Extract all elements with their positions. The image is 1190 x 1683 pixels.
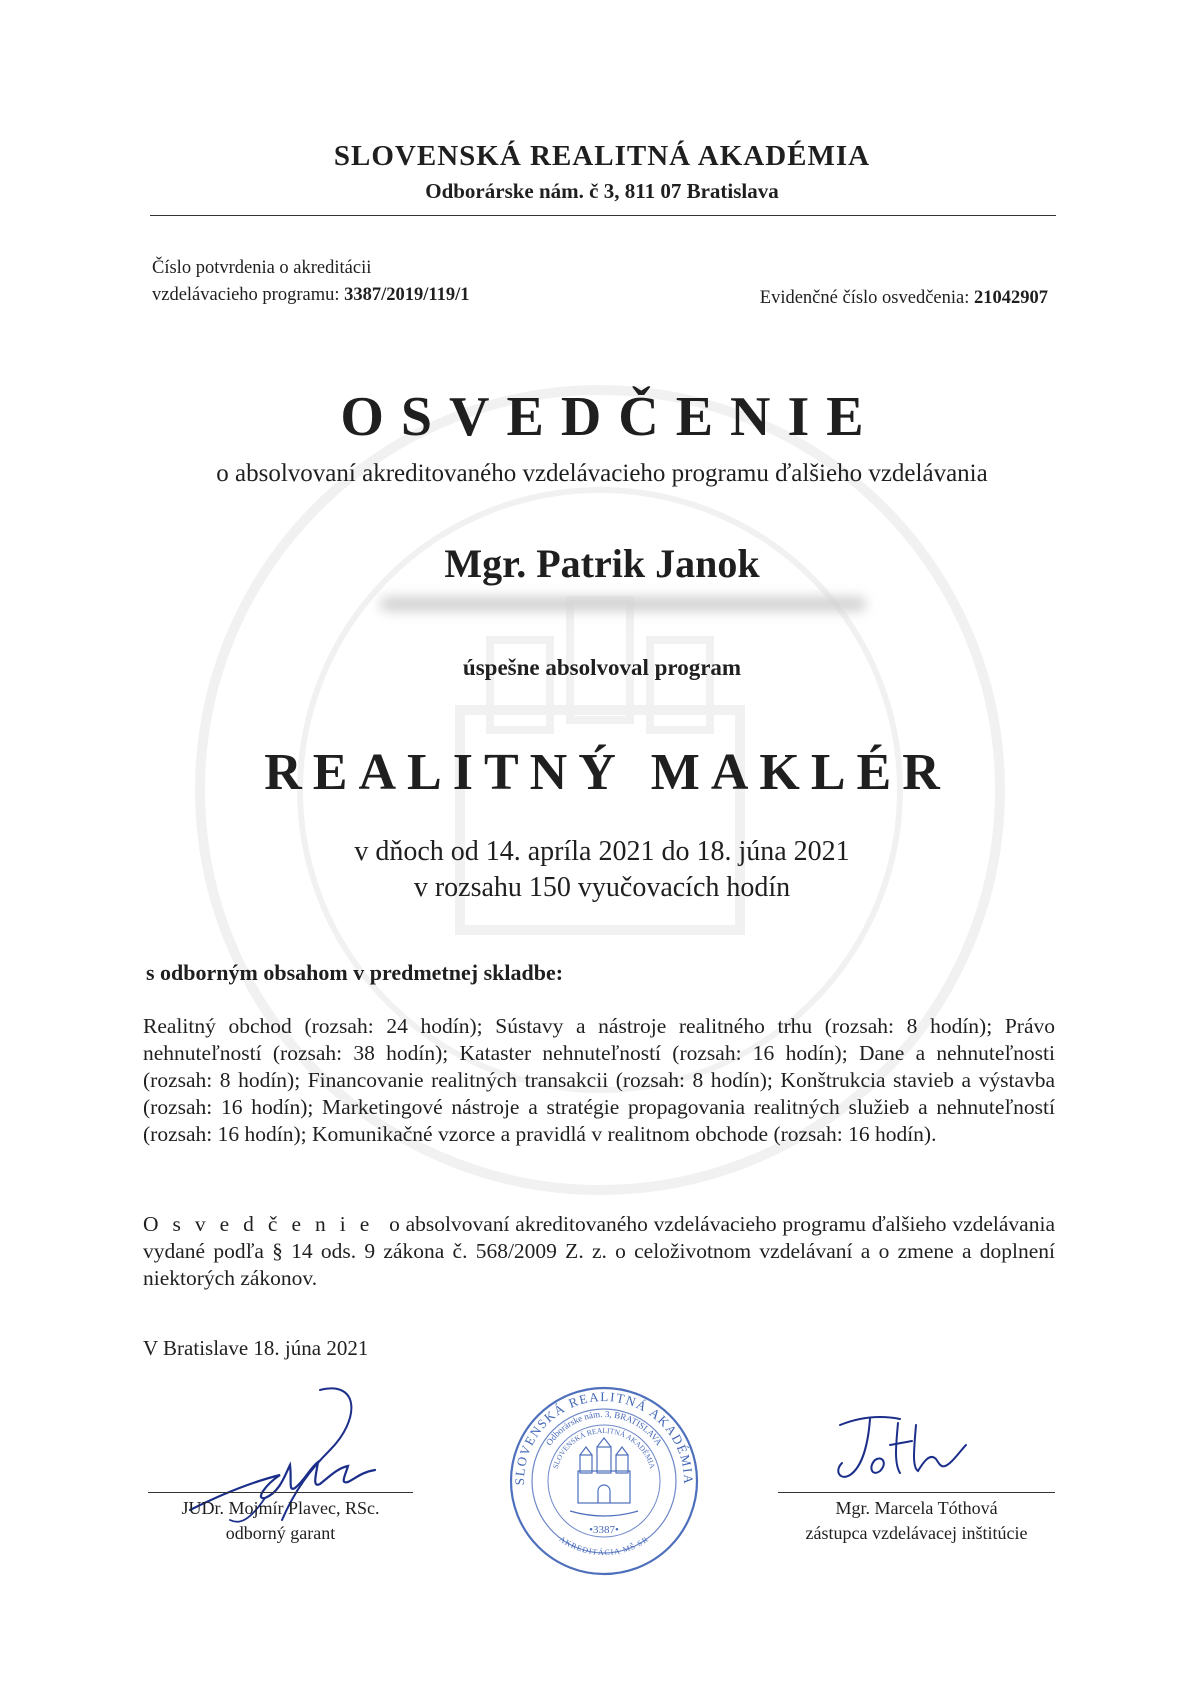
- stamp-number: •3387•: [589, 1524, 619, 1536]
- place-date: V Bratislave 18. júna 2021: [143, 1336, 369, 1360]
- header-divider: [150, 215, 1056, 216]
- holder-name: Mgr. Patrik Janok: [444, 541, 760, 586]
- legal-statement: [143, 1211, 1055, 1292]
- official-stamp-icon: [506, 1383, 702, 1579]
- signatory-right-name: Mgr. Marcela Tóthová: [835, 1498, 998, 1518]
- certificate-subtitle: o absolvovaní akreditovaného vzdelávacieho programu ďalšieho vzdelávania: [216, 460, 988, 487]
- certificate-title: OSVEDČENIE: [340, 386, 881, 448]
- evidence-label: Evidenčné číslo osvedčenia:: [759, 288, 974, 308]
- stamp-bottom-text: AKREDITÁCIA MŠ SR: [557, 1534, 651, 1558]
- signatory-left-name: JUDr. Mojmír Plavec, RSc.: [181, 1498, 380, 1518]
- signature-line-right: [778, 1492, 1055, 1493]
- accreditation-info: [152, 255, 470, 309]
- stamp-address-text: Odborárske nám. 3, BRATISLAVA: [543, 1408, 665, 1448]
- accreditation-line-2: [152, 282, 470, 309]
- program-name: REALITNÝ MAKLÉR: [264, 744, 951, 801]
- stamp-outer-text: SLOVENSKÁ REALITNÁ AKADÉMIA: [511, 1388, 697, 1486]
- accreditation-number: 3387/2019/119/1: [344, 285, 470, 305]
- content-body: Realitný obchod (rozsah: 24 hodín); Sústavy a nástroje realitného trhu (rozsah: 8 hodín); Právo nehnuteľností (rozsah: 38 hodín); Kataster nehnuteľností (rozsah: 16 hodín); Dane a nehnuteľnosti (rozsah: 8 hodín); Financovanie realitných transakcii (rozsah: 8 hodín); Konštrukcia stavieb a výstavba (rozsah: 16 hodín); Marketingové nástroje a stratégie propagovania realitných služieb a nehnuteľností (rozsah: 16 hodín); Komunikačné vzorce a pravidlá v realitnom obchode (rozsah: 16 hodín).: [143, 1014, 1055, 1146]
- organization-name: SLOVENSKÁ REALITNÁ AKADÉMIA: [333, 140, 871, 172]
- completed-statement: úspešne absolvoval program: [462, 655, 742, 680]
- svg-text:SLOVENSKÁ REALITNÁ AKADÉMIA: [551, 1426, 658, 1470]
- organization-address: Odborárske nám. č 3, 811 07 Bratislava: [425, 179, 779, 203]
- evidence-info: [760, 288, 1048, 309]
- content-heading: s odborným obsahom v predmetnej skladbe:: [146, 960, 564, 985]
- program-hours: v rozsahu 150 vyučovacích hodín: [413, 872, 791, 903]
- program-dates: v dňoch od 14. apríla 2021 do 18. júna 2021: [354, 836, 850, 867]
- accreditation-line-1: Číslo potvrdenia o akreditácii: [152, 258, 372, 278]
- stamp-inner-text: SLOVENSKÁ REALITNÁ AKADÉMIA: [550, 1425, 658, 1470]
- accreditation-label: vzdelávacieho programu:: [152, 285, 345, 305]
- legal-spaced-word: Osvedčenie: [143, 1212, 384, 1236]
- legal-text: o absolvovaní akreditovaného vzdelávacieho programu ďalšieho vzdelávania vydané podľa § 14 ods. 9 zákona č. 568/2009 Z. z. o celoživotnom vzdelávaní a o zmene a doplnení niektorých zákonov.: [143, 1212, 1055, 1290]
- signatory-right-role: zástupca vzdelávacej inštitúcie: [805, 1523, 1028, 1543]
- redacted-line: [380, 597, 866, 611]
- signature-right-icon: [820, 1405, 970, 1495]
- svg-text:AKREDITÁCIA MŠ SR: [558, 1534, 651, 1557]
- signatory-left-role: odborný garant: [225, 1523, 336, 1543]
- stamp-castle-icon: [570, 1438, 638, 1516]
- signature-line-left: [148, 1492, 413, 1493]
- evidence-number: 21042907: [974, 288, 1048, 308]
